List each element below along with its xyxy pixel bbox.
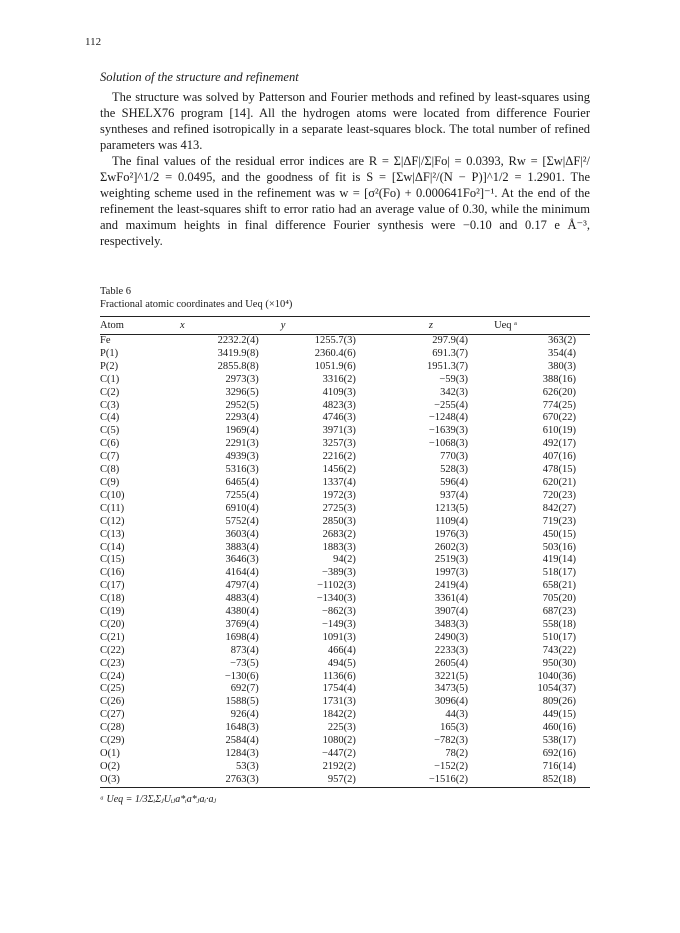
cell-atom: C(21): [100, 631, 125, 643]
cell-z: 770(3): [440, 451, 469, 463]
cell-x: 926(4): [230, 709, 259, 721]
cell-ueq: 852(18): [542, 773, 576, 785]
cell-y: 1091(3): [322, 631, 356, 643]
cell-atom: C(20): [100, 618, 125, 630]
cell-ueq: 510(17): [542, 631, 576, 643]
cell-ueq: 610(19): [542, 425, 576, 437]
section-heading: Solution of the structure and refinement: [100, 70, 299, 84]
cell-atom: C(19): [100, 606, 125, 618]
cell-z: 3221(5): [434, 670, 469, 682]
table-row: [100, 606, 590, 619]
table-row: [100, 464, 590, 477]
cell-atom: O(1): [100, 748, 120, 759]
paragraph-solution: The structure was solved by Patterson and Fourier methods and refined by least-squares using the SHELX76 program [14]. All the hydrogen atoms were located from difference Fourier syntheses and refined isotropically in a separate least-squares block. The total number of refined parameters was 413.: [100, 90, 590, 152]
cell-y: 1255.7(3): [314, 335, 356, 346]
cell-ueq: 774(25): [542, 399, 576, 411]
cell-y: 2850(3): [322, 515, 356, 527]
cell-y: 225(3): [327, 722, 356, 734]
cell-atom: C(26): [100, 696, 125, 708]
cell-x: 2584(4): [225, 735, 259, 747]
cell-y: 494(5): [327, 657, 356, 669]
cell-atom: C(7): [100, 451, 120, 463]
cell-ueq: 719(23): [542, 515, 576, 527]
cell-x: 1969(4): [225, 425, 259, 437]
cell-y: 1136(6): [323, 670, 356, 682]
cell-atom: O(3): [100, 773, 120, 785]
cell-y: 4109(3): [322, 386, 356, 398]
cell-x: 3419.9(8): [217, 347, 259, 359]
cell-y: 94(2): [333, 554, 356, 566]
cell-ueq: 450(15): [542, 528, 576, 540]
cell-z: 2519(3): [434, 554, 469, 566]
table-row: [100, 438, 590, 451]
cell-atom: C(17): [100, 580, 125, 592]
cell-ueq: 670(22): [542, 412, 576, 424]
header-x: x: [180, 320, 185, 331]
table-row: [100, 425, 590, 438]
table-row: [100, 593, 590, 606]
table-row: [100, 632, 590, 645]
table-row: [100, 567, 590, 580]
cell-z: 691.3(7): [432, 347, 469, 359]
cell-z: 2419(4): [434, 580, 469, 592]
cell-atom: P(1): [100, 347, 119, 359]
cell-atom: C(28): [100, 722, 125, 734]
cell-atom: C(24): [100, 670, 125, 682]
cell-x: 3883(4): [225, 541, 259, 553]
table-row: [100, 503, 590, 516]
cell-ueq: 380(3): [548, 360, 576, 372]
cell-x: 3296(5): [225, 386, 259, 398]
cell-ueq: 388(16): [542, 373, 576, 385]
cell-atom: C(13): [100, 528, 125, 540]
cell-atom: C(10): [100, 489, 125, 501]
cell-z: 342(3): [440, 386, 469, 398]
cell-atom: C(3): [100, 399, 120, 411]
cell-atom: C(8): [100, 464, 120, 476]
table-row: [100, 400, 590, 413]
cell-x: 3646(3): [225, 554, 259, 566]
cell-z: 297.9(4): [432, 335, 469, 346]
cell-ueq: 354(4): [548, 347, 576, 359]
cell-y: 2360.4(6): [314, 347, 356, 359]
cell-x: 3769(4): [225, 618, 259, 630]
cell-ueq: 626(20): [542, 386, 576, 398]
cell-z: 78(2): [445, 748, 469, 759]
cell-x: 4939(3): [225, 451, 259, 463]
cell-ueq: 716(14): [542, 760, 576, 772]
cell-atom: C(27): [100, 709, 125, 721]
cell-z: 2605(4): [434, 657, 469, 669]
cell-z: 3907(4): [434, 606, 469, 618]
table-footnote: ᵃ Ueq = 1/3ΣᵢΣⱼUᵢⱼa*ᵢa*ⱼaᵢ·aⱼ: [100, 793, 217, 805]
cell-y: 3971(3): [322, 425, 356, 437]
cell-y: 1883(3): [322, 541, 356, 553]
cell-ueq: 705(20): [542, 593, 576, 605]
cell-x: 2291(3): [225, 438, 259, 450]
cell-x: 2952(5): [225, 399, 259, 411]
cell-y: −389(3): [321, 567, 356, 579]
cell-y: 1972(3): [322, 489, 356, 501]
cell-ueq: 478(15): [542, 464, 576, 476]
cell-z: 3361(4): [434, 593, 469, 605]
table-row: [100, 335, 590, 348]
cell-z: 1997(3): [434, 567, 469, 579]
cell-x: 2232.2(4): [217, 335, 259, 346]
cell-z: −1516(2): [428, 773, 469, 785]
cell-y: 1731(3): [322, 696, 356, 708]
cell-y: 2192(2): [322, 760, 356, 772]
table-row: [100, 529, 590, 542]
cell-y: 1080(2): [322, 735, 356, 747]
cell-atom: C(14): [100, 541, 125, 553]
cell-x: 2855.8(8): [217, 360, 259, 372]
table-row: [100, 348, 590, 361]
table-header-row: [100, 317, 590, 335]
cell-z: 3473(5): [434, 683, 469, 695]
table-label: Table 6: [100, 286, 132, 297]
cell-x: 6465(4): [225, 476, 259, 488]
cell-ueq: 658(21): [542, 580, 576, 592]
cell-atom: C(12): [100, 515, 125, 527]
header-atom: Atom: [100, 320, 124, 331]
cell-ueq: 950(30): [542, 657, 576, 669]
cell-y: 4746(3): [322, 412, 356, 424]
cell-y: 1051.9(6): [314, 360, 356, 372]
cell-ueq: 460(16): [542, 722, 576, 734]
cell-y: 3316(2): [322, 373, 356, 385]
table-row: [100, 451, 590, 464]
table-row: [100, 542, 590, 555]
cell-x: 4164(4): [225, 567, 259, 579]
table-row: [100, 748, 590, 761]
cell-x: 53(3): [236, 760, 259, 772]
cell-ueq: 503(16): [542, 541, 576, 553]
cell-atom: P(2): [100, 360, 119, 372]
table-row: [100, 709, 590, 722]
table-row: [100, 361, 590, 374]
header-z: z: [428, 320, 433, 331]
table-row: [100, 374, 590, 387]
cell-atom: C(16): [100, 567, 125, 579]
table-row: [100, 671, 590, 684]
cell-ueq: 620(21): [542, 476, 576, 488]
cell-x: 692(7): [230, 683, 259, 695]
cell-z: −152(2): [434, 760, 469, 772]
cell-x: 1284(3): [225, 748, 259, 759]
table-row: [100, 645, 590, 658]
cell-ueq: 363(2): [548, 335, 576, 346]
cell-atom: C(2): [100, 386, 120, 398]
cell-z: 1109(4): [435, 515, 469, 527]
cell-x: 873(4): [230, 644, 259, 656]
refinement-section: [100, 70, 590, 249]
table-6: [100, 286, 590, 805]
table-row: [100, 696, 590, 709]
cell-atom: C(4): [100, 412, 120, 424]
table-row: [100, 412, 590, 425]
cell-ueq: 687(23): [542, 606, 576, 618]
cell-z: 44(3): [445, 709, 469, 721]
cell-z: 528(3): [440, 464, 469, 476]
cell-z: 1976(3): [434, 528, 469, 540]
cell-x: 2973(3): [225, 373, 259, 385]
cell-z: 2602(3): [434, 541, 469, 553]
cell-atom: C(6): [100, 438, 120, 450]
cell-ueq: 692(16): [542, 748, 576, 759]
cell-y: 1456(2): [322, 464, 356, 476]
table-body: [100, 335, 590, 788]
cell-y: −862(3): [321, 606, 356, 618]
table-row: [100, 722, 590, 735]
cell-ueq: 407(16): [542, 451, 576, 463]
cell-ueq: 720(23): [542, 489, 576, 501]
table-row: [100, 387, 590, 400]
header-ueq: Ueq ᵃ: [494, 320, 518, 331]
cell-z: −1248(4): [428, 412, 469, 424]
coordinates-table: [100, 316, 590, 788]
cell-z: −782(3): [434, 735, 469, 747]
cell-ueq: 492(17): [542, 438, 576, 450]
cell-y: −1102(3): [317, 580, 356, 592]
cell-x: −130(6): [224, 670, 259, 682]
cell-ueq: 1054(37): [537, 683, 576, 695]
cell-ueq: 558(18): [542, 618, 576, 630]
cell-x: 1588(5): [225, 696, 259, 708]
table-row: [100, 554, 590, 567]
table-row: [100, 761, 590, 774]
header-y: y: [280, 320, 286, 331]
table-row: [100, 477, 590, 490]
cell-z: 1951.3(7): [426, 360, 469, 372]
cell-y: 3257(3): [322, 438, 356, 450]
cell-x: −73(5): [230, 657, 259, 669]
cell-y: 1842(2): [322, 709, 356, 721]
cell-atom: C(9): [100, 476, 120, 488]
cell-z: 2233(3): [434, 644, 469, 656]
cell-atom: C(25): [100, 683, 125, 695]
cell-x: 1648(3): [225, 722, 259, 734]
cell-ueq: 518(17): [542, 567, 576, 579]
table-row: [100, 774, 590, 787]
cell-x: 5316(3): [225, 464, 259, 476]
cell-y: −447(2): [321, 748, 356, 759]
cell-atom: C(15): [100, 554, 125, 566]
cell-y: 2216(2): [322, 451, 356, 463]
cell-atom: C(22): [100, 644, 125, 656]
cell-z: 596(4): [440, 476, 469, 488]
paragraph-residuals: The final values of the residual error indices are R = Σ|ΔF|/Σ|Fo| = 0.0393, Rw = [Σw|ΔF|²/ΣwFo²]^1/2 = 0.0495, and the goodness of fit is S = [Σw|ΔF|²/(N − P)]^1/2 = 1.2901. The weighting scheme used in the refinement was w = [σ²(Fo) + 0.000641Fo²]⁻¹. At the end of the refinement the least-squares shift to error ratio had an average value of 0.30, while the minimum and maximum heights in final difference Fourier synthesis were −0.10 and 0.17 e Å⁻³, respectively.: [100, 154, 590, 248]
cell-y: 1337(4): [322, 476, 356, 488]
cell-z: 2490(3): [434, 631, 469, 643]
cell-y: −149(3): [321, 618, 356, 630]
cell-z: 3096(4): [434, 696, 469, 708]
cell-z: 165(3): [440, 722, 469, 734]
cell-y: −1340(3): [316, 593, 356, 605]
cell-x: 4797(4): [225, 580, 259, 592]
cell-ueq: 419(14): [542, 554, 576, 566]
cell-x: 1698(4): [225, 631, 259, 643]
table-row: [100, 619, 590, 632]
cell-atom: C(29): [100, 735, 125, 747]
cell-ueq: 842(27): [542, 502, 576, 514]
cell-z: −255(4): [434, 399, 469, 411]
cell-z: −1639(3): [428, 425, 469, 437]
table-caption: Fractional atomic coordinates and Ueq (×10⁴): [100, 299, 293, 310]
cell-ueq: 809(26): [542, 696, 576, 708]
cell-y: 1754(4): [322, 683, 356, 695]
table-row: [100, 580, 590, 593]
cell-x: 2293(4): [225, 412, 259, 424]
cell-x: 5752(4): [225, 515, 259, 527]
cell-y: 2725(3): [322, 502, 356, 514]
cell-atom: C(11): [100, 502, 125, 514]
cell-atom: O(2): [100, 760, 120, 772]
cell-z: 3483(3): [434, 618, 469, 630]
cell-atom: Fe: [100, 335, 111, 346]
cell-z: −59(3): [439, 373, 469, 385]
cell-y: 4823(3): [322, 399, 356, 411]
cell-x: 2763(3): [225, 773, 259, 785]
cell-atom: C(18): [100, 593, 125, 605]
cell-x: 7255(4): [225, 489, 259, 501]
cell-atom: C(5): [100, 425, 120, 437]
table-row: [100, 516, 590, 529]
cell-z: 1213(5): [434, 502, 469, 514]
cell-y: 466(4): [327, 644, 356, 656]
table-row: [100, 658, 590, 671]
page-number: 112: [85, 36, 102, 48]
cell-ueq: 538(17): [542, 735, 576, 747]
cell-x: 4883(4): [225, 593, 259, 605]
cell-atom: C(23): [100, 657, 125, 669]
table-row: [100, 683, 590, 696]
cell-ueq: 1040(36): [537, 670, 576, 682]
cell-y: 957(2): [327, 773, 356, 785]
table-row: [100, 490, 590, 503]
cell-y: 2683(2): [322, 528, 356, 540]
cell-x: 3603(4): [225, 528, 259, 540]
table-row: [100, 735, 590, 748]
cell-x: 4380(4): [225, 606, 259, 618]
cell-ueq: 743(22): [542, 644, 576, 656]
cell-ueq: 449(15): [542, 709, 576, 721]
cell-z: 937(4): [440, 489, 469, 501]
cell-x: 6910(4): [225, 502, 259, 514]
cell-z: −1068(3): [428, 438, 469, 450]
cell-atom: C(1): [100, 373, 120, 385]
